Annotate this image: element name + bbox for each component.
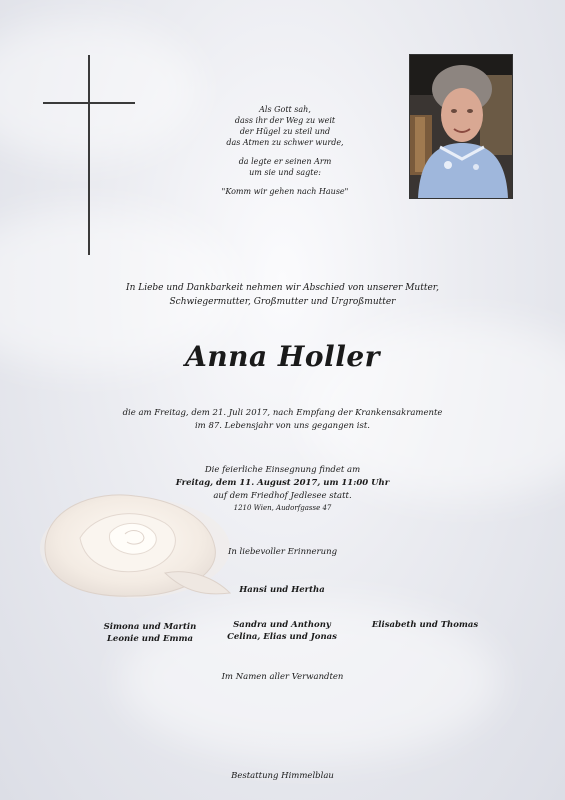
mourner-group-middle [212, 619, 352, 643]
death-notice-line: die am Freitag, dem 21. Juli 2017, nach Empfang der Krankensakramente [122, 408, 443, 418]
mourner-group-left [80, 621, 220, 645]
mourner-line: Elisabeth und Thomas [371, 620, 479, 630]
cross-icon [43, 55, 135, 255]
ceremony-address: 1210 Wien, Audorfgasse 47 [233, 504, 332, 512]
poem-line: der Hügel zu steil und [239, 127, 331, 136]
mourner-group-center-top: Hansi und Hertha [239, 585, 325, 595]
ceremony-line: Die feierliche Einsegnung findet am [204, 465, 361, 475]
deceased-name: Anna Holler [185, 340, 380, 373]
mourner-line: Sandra und Anthony [233, 620, 331, 630]
poem-line: Als Gott sah, [259, 105, 311, 114]
ceremony-info [0, 464, 565, 514]
memory-line: In liebevoller Erinnerung [227, 547, 338, 557]
poem [195, 104, 375, 197]
death-notice-line: im 87. Lebensjahr von uns gegangen ist. [194, 421, 371, 431]
ceremony-date: Freitag, dem 11. August 2017, um 11:00 Uhr [175, 478, 390, 488]
ceremony-location: auf dem Friedhof Jedlesee statt. [213, 491, 352, 501]
portrait-photo [409, 54, 513, 199]
intro-text [0, 281, 565, 309]
undertaker-name: Bestattung Himmelblau [231, 771, 334, 781]
poem-line: da legte er seinen Arm [238, 157, 332, 166]
mourner-line: Simona und Martin [103, 622, 197, 632]
intro-line: In Liebe und Dankbarkeit nehmen wir Abschied von unserer Mutter, [126, 283, 439, 293]
death-notice [0, 407, 565, 433]
poem-line: das Atmen zu schwer wurde, [226, 138, 344, 147]
poem-line: dass ihr der Weg zu weit [234, 116, 336, 125]
poem-line: "Komm wir gehen nach Hause" [221, 187, 349, 196]
mourner-line: Leonie und Emma [106, 634, 194, 644]
mourner-line: Celina, Elias und Jonas [227, 632, 337, 642]
mourner-group-right [350, 619, 500, 631]
intro-line: Schwiegermutter, Großmutter und Urgroßmutter [169, 297, 396, 307]
poem-line: um sie und sagte: [249, 168, 321, 177]
relatives-line: Im Namen aller Verwandten [221, 672, 344, 682]
